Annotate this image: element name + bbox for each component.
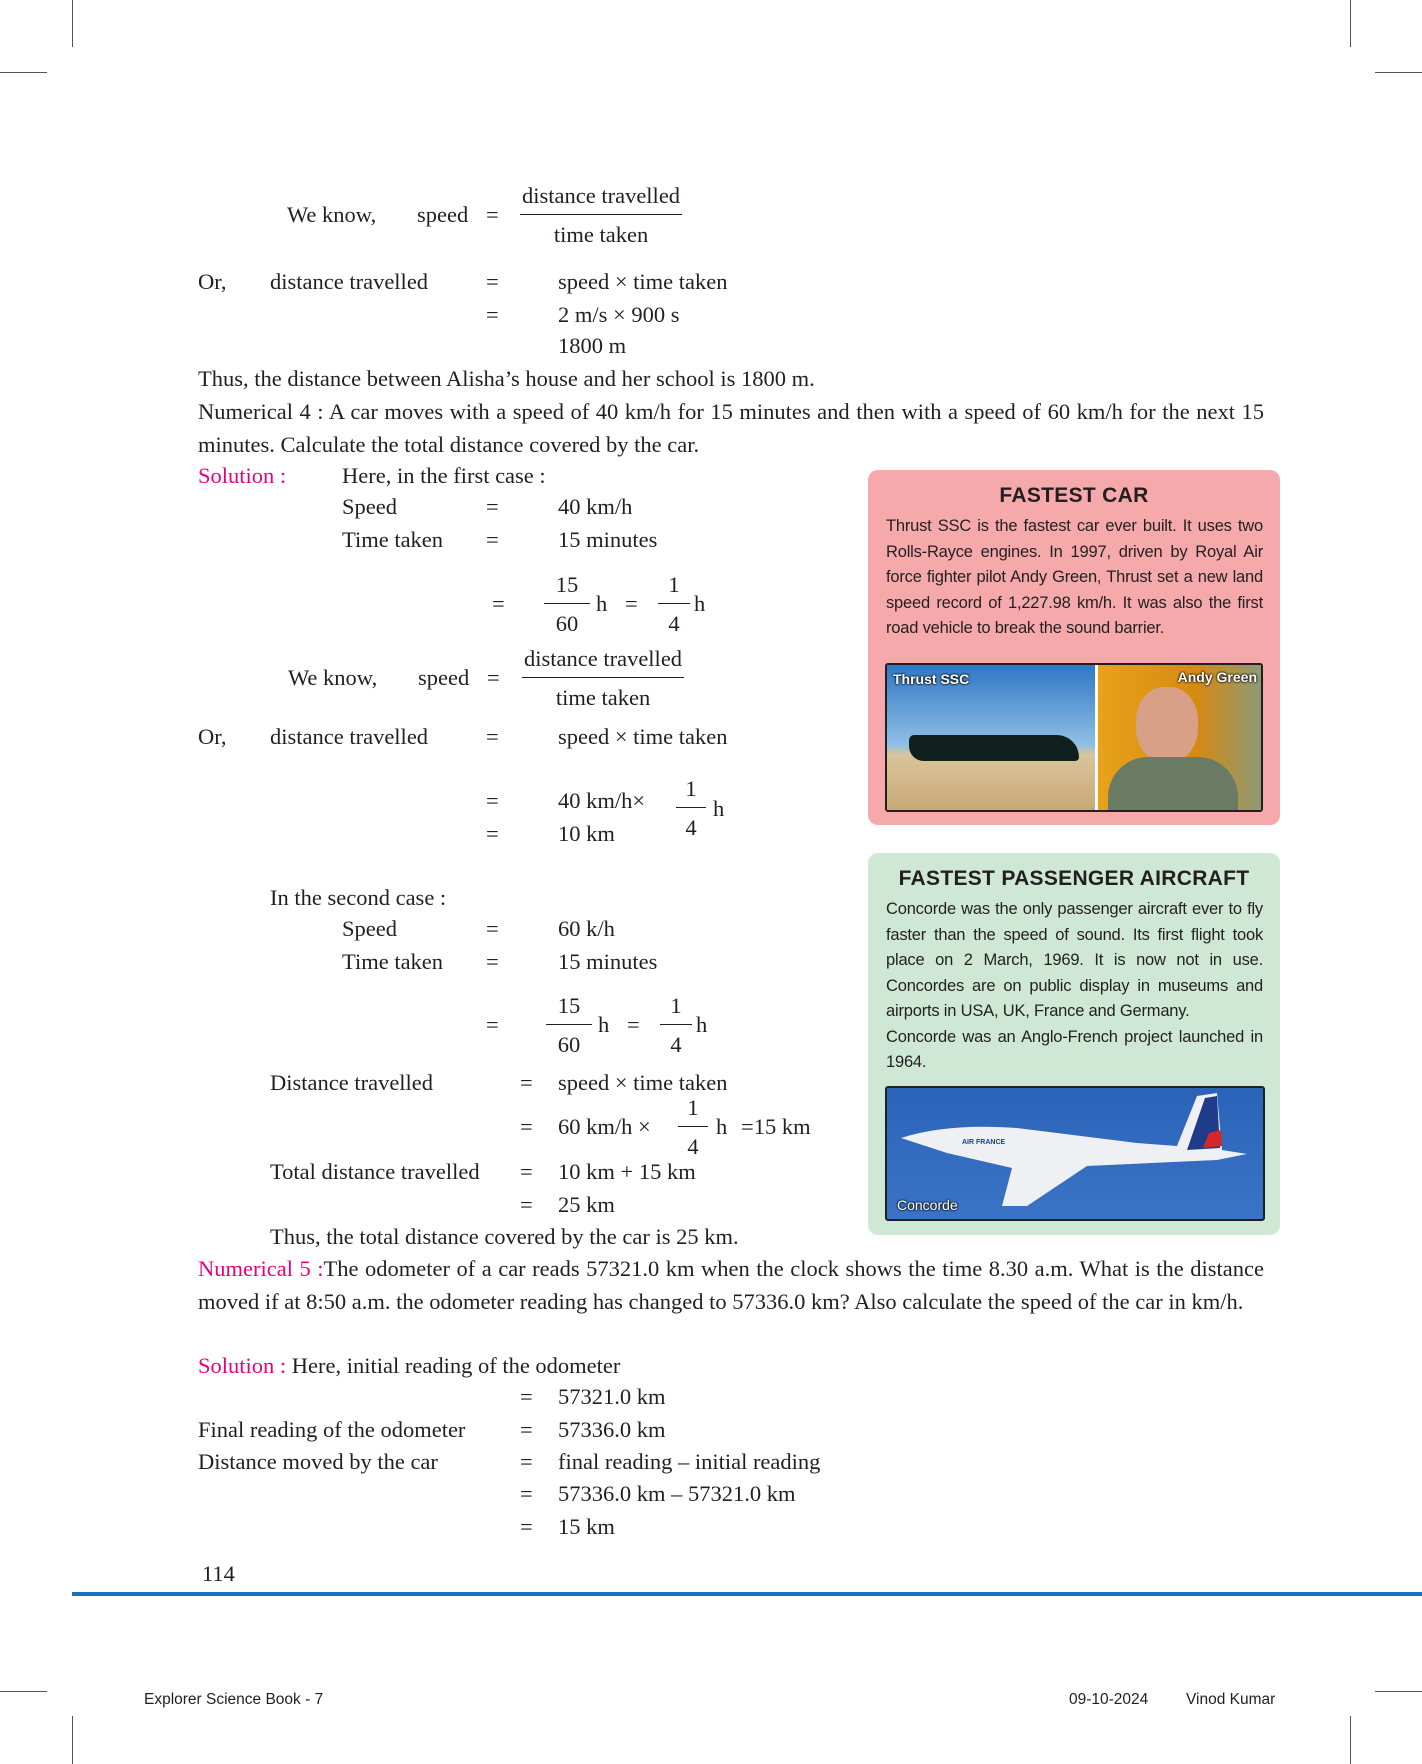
crop-mark xyxy=(1350,1716,1351,1764)
equals-sign: = xyxy=(486,201,499,227)
unit: h xyxy=(696,1011,708,1037)
lhs: Final reading of the odometer xyxy=(198,1416,466,1442)
equals-sign: = xyxy=(486,787,499,813)
crop-mark xyxy=(0,72,47,73)
rhs: 1800 m xyxy=(558,332,627,358)
lhs: Time taken xyxy=(342,526,444,552)
numerator: 15 xyxy=(555,572,579,597)
equals-sign: = xyxy=(627,1011,640,1037)
lhs: distance travelled xyxy=(270,723,429,749)
equals-sign: = xyxy=(520,1113,533,1139)
rhs: 57336.0 km – 57321.0 km xyxy=(558,1480,796,1506)
rhs: speed × time taken xyxy=(558,1069,728,1095)
equals-sign: = xyxy=(520,1416,533,1442)
rhs: 25 km xyxy=(558,1191,615,1217)
box-title: FASTEST PASSENGER AIRCRAFT xyxy=(898,867,1250,890)
second-case-label: In the second case : xyxy=(270,884,447,910)
page-number: 114 xyxy=(202,1560,235,1586)
solution-intro: Here, initial reading of the odometer xyxy=(291,1352,621,1378)
equals-sign: = xyxy=(520,1480,533,1506)
equals-sign: = xyxy=(520,1448,533,1474)
rhs: 2 m/s × 900 s xyxy=(558,301,680,327)
equals-sign: = xyxy=(486,1011,499,1037)
andy-green-photo xyxy=(1098,665,1263,810)
speed-label: speed xyxy=(418,664,470,690)
photo-caption: Andy Green xyxy=(1177,669,1257,685)
or-label: Or, xyxy=(198,268,227,294)
fraction xyxy=(658,571,690,637)
rhs: final reading – initial reading xyxy=(558,1448,821,1474)
fraction xyxy=(520,182,682,248)
rhs: speed × time taken xyxy=(558,723,728,749)
equals-sign: = xyxy=(486,723,499,749)
equals-sign: = xyxy=(520,1191,533,1217)
solution-intro: Here, in the first case : xyxy=(342,462,546,488)
box-text: Concorde was the only passenger aircraft ever to fly faster than the speed of sound. Its first flight took place on 2 March, 1969. It is now not in use. Concordes are on public display in museums and airports in USA, UK, France and Germany. xyxy=(886,900,1263,1020)
equals-sign: = xyxy=(520,1158,533,1184)
crop-mark xyxy=(1375,1691,1422,1692)
box-text: Concorde was an Anglo-French project launched in 1964. xyxy=(886,1027,1263,1071)
equals-sign: = xyxy=(486,948,499,974)
lhs: Total distance travelled xyxy=(270,1158,480,1184)
crop-mark xyxy=(72,1716,73,1764)
equals-sign: = xyxy=(486,915,499,941)
equals-sign: = xyxy=(520,1383,533,1409)
lhs: Speed xyxy=(342,915,397,941)
equals-sign: = xyxy=(520,1069,533,1095)
livery-text: AIR FRANCE xyxy=(962,1139,1006,1146)
fraction xyxy=(678,1094,708,1160)
denominator: 60 xyxy=(544,603,590,637)
box-text: Thrust SSC is the fastest car ever built. It uses two Rolls-Rayce engines. In 1997, driven by Royal Air force fighter pilot Andy Green, Thrust set a new land speed record of 1,227.98 km/h. It was also the first road vehicle to break the sound barrier. xyxy=(886,517,1263,637)
denominator: 4 xyxy=(676,807,706,841)
crop-mark xyxy=(1350,0,1351,47)
rhs: 15 minutes xyxy=(558,948,658,974)
photo-caption: Concorde xyxy=(897,1197,958,1213)
numerical-label: Numerical 5 : xyxy=(198,1256,324,1281)
footer-date: 09-10-2024 xyxy=(1069,1691,1149,1708)
uniform-shape xyxy=(1108,757,1238,812)
numerator: 1 xyxy=(668,572,680,597)
concorde-photo xyxy=(885,1086,1265,1221)
rhs: 57321.0 km xyxy=(558,1383,666,1409)
box-title: FASTEST CAR xyxy=(999,484,1149,507)
numerator: 1 xyxy=(685,776,697,801)
lhs: Distance travelled xyxy=(270,1069,434,1095)
crop-mark xyxy=(0,1691,47,1692)
rhs: speed × time taken xyxy=(558,268,728,294)
unit: h xyxy=(596,590,608,616)
page-rule xyxy=(72,1592,1422,1596)
rhs: 40 km/h× xyxy=(558,787,646,813)
denominator: 4 xyxy=(658,603,690,637)
unit: h xyxy=(598,1011,610,1037)
unit: h xyxy=(694,590,706,616)
numerator: distance travelled xyxy=(524,646,683,671)
numerator: 1 xyxy=(670,993,682,1018)
or-label: Or, xyxy=(198,723,227,749)
lhs: Distance moved by the car xyxy=(198,1448,438,1474)
denominator: 4 xyxy=(660,1024,692,1058)
fraction xyxy=(660,992,692,1058)
numerator: 15 xyxy=(557,993,581,1018)
rhs: 10 km + 15 km xyxy=(558,1158,696,1184)
equals-sign: = xyxy=(486,268,499,294)
lhs: Time taken xyxy=(342,948,444,974)
equals-sign: = xyxy=(486,493,499,519)
equals-sign: = xyxy=(520,1513,533,1539)
unit: h xyxy=(713,795,725,821)
denominator: 4 xyxy=(678,1126,708,1160)
we-know-label: We know, xyxy=(287,201,377,227)
rhs: 57336.0 km xyxy=(558,1416,666,1442)
rhs: 60 k/h xyxy=(558,915,615,941)
speed-label: speed xyxy=(417,201,469,227)
photo-caption: Thrust SSC xyxy=(893,671,970,687)
numerator: 1 xyxy=(687,1095,699,1120)
conclusion-text: Thus, the total distance covered by the car is 25 km. xyxy=(270,1223,739,1249)
footer-book-title: Explorer Science Book - 7 xyxy=(144,1691,324,1708)
equals-sign: = xyxy=(486,526,499,552)
crop-mark xyxy=(1375,72,1422,73)
footer-author: Vinod Kumar xyxy=(1186,1691,1276,1708)
numerator: distance travelled xyxy=(522,183,681,208)
equals-sign: = xyxy=(492,590,505,616)
unit: h xyxy=(716,1113,728,1139)
thrust-ssc-photo xyxy=(887,665,1095,810)
conclusion-text: Thus, the distance between Alisha’s house and her school is 1800 m. xyxy=(198,365,815,391)
person-shape xyxy=(1136,687,1198,762)
denominator: 60 xyxy=(546,1024,592,1058)
fraction xyxy=(676,775,706,841)
rhs: 40 km/h xyxy=(558,493,633,519)
equals-sign: = xyxy=(487,664,500,690)
rhs: 10 km xyxy=(558,820,615,846)
fraction xyxy=(544,571,590,637)
denominator: time taken xyxy=(522,677,684,711)
equals-sign: = xyxy=(486,820,499,846)
rhs: 15 minutes xyxy=(558,526,658,552)
numerical-4-text: Numerical 4 : A car moves with a speed of 40 km/h for 15 minutes and then with a speed of 60 km/h for the next 15 minutes. Calculate the total distance covered by the car. xyxy=(198,399,1264,457)
car-shape xyxy=(909,735,1079,761)
rhs: 60 km/h × xyxy=(558,1113,651,1139)
crop-mark xyxy=(72,0,73,47)
we-know-label: We know, xyxy=(288,664,378,690)
result: =15 km xyxy=(741,1113,811,1139)
solution-label: Solution : xyxy=(198,1352,287,1378)
fraction xyxy=(522,645,684,711)
numerical-5-text xyxy=(198,1253,1264,1318)
solution-label: Solution : xyxy=(198,462,287,488)
fraction xyxy=(546,992,592,1058)
question-text: The odometer of a car reads 57321.0 km when the clock shows the time 8.30 a.m. What is the distance moved if at 8:50 a.m. the odometer reading has changed to 57336.0 km? Also calculate the speed of the car in km/h. xyxy=(198,1256,1264,1314)
rhs: 15 km xyxy=(558,1513,615,1539)
lhs: distance travelled xyxy=(270,268,429,294)
lhs: Speed xyxy=(342,493,397,519)
fastest-car-photos xyxy=(885,663,1263,812)
equals-sign: = xyxy=(486,301,499,327)
equals-sign: = xyxy=(625,590,638,616)
denominator: time taken xyxy=(520,214,682,248)
